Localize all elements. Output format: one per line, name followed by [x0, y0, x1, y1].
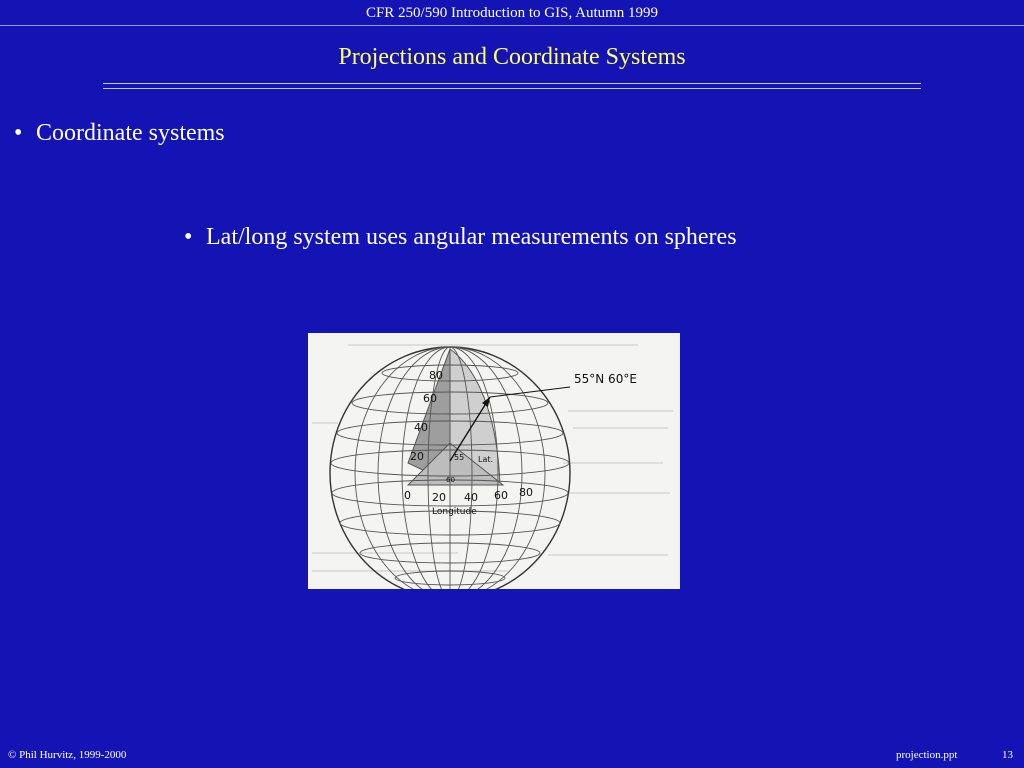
bullet-latlong	[184, 224, 737, 251]
lat-tick-40: 40	[414, 421, 428, 434]
bullet-symbol: •	[184, 224, 193, 250]
bullet-text: Coordinate systems	[36, 120, 225, 146]
lon-tick-0: 0	[404, 489, 411, 502]
lat-label: Lat.	[478, 455, 494, 464]
globe-diagram	[308, 333, 680, 589]
lat-tick-20: 20	[410, 450, 424, 463]
course-header: CFR 250/590 Introduction to GIS, Autumn 1999	[365, 5, 659, 21]
bullet-symbol: •	[14, 120, 23, 146]
lon-angle-label: 60	[446, 476, 455, 484]
lon-tick-60: 60	[494, 489, 508, 502]
bullet-text: Lat/long system uses angular measurements on spheres	[206, 224, 737, 250]
title-divider	[103, 83, 921, 89]
footer-filename: projection.ppt	[896, 749, 958, 761]
footer-page-number: 13	[1002, 749, 1013, 761]
slide-title: Projections and Coordinate Systems	[338, 44, 686, 70]
header-divider	[0, 25, 1024, 26]
globe-figure	[308, 333, 680, 589]
lon-tick-80: 80	[519, 486, 533, 499]
lon-tick-40: 40	[464, 491, 478, 504]
lon-tick-20: 20	[432, 491, 446, 504]
longitude-label: Longitude	[432, 507, 477, 517]
bullet-coordinate-systems	[14, 120, 225, 147]
point-label: 55°N 60°E	[574, 372, 637, 386]
footer-copyright: © Phil Hurvitz, 1999-2000	[8, 749, 127, 761]
lat-tick-60: 60	[423, 392, 437, 405]
lat-tick-80: 80	[429, 369, 443, 382]
lat-angle-label: 55	[454, 453, 465, 462]
